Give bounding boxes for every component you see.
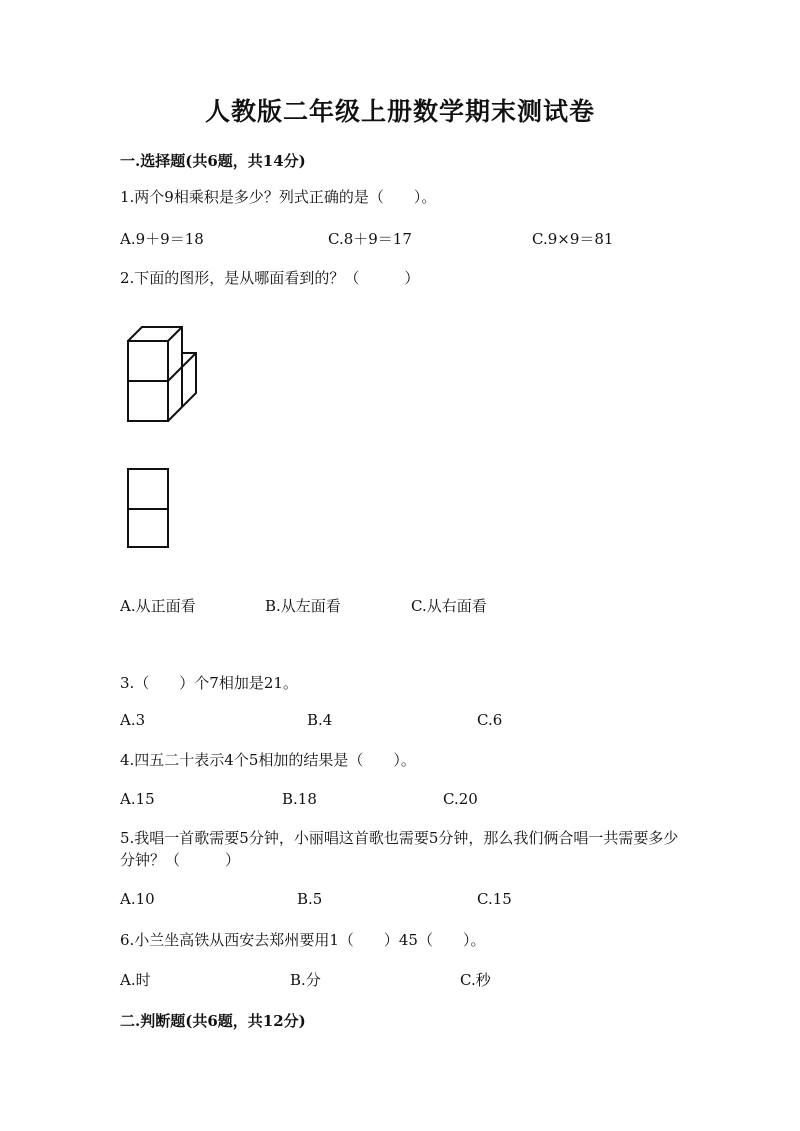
- section-heading-choice: 一.选择题(共6题，共14分): [120, 152, 306, 170]
- q3-option-b: B.4: [307, 711, 333, 729]
- q3-option-c: C.6: [477, 711, 503, 729]
- q1-option-b: C.8＋9＝17: [328, 230, 412, 248]
- q2-option-c: C.从右面看: [411, 597, 487, 615]
- question-5: 5.我唱一首歌需要5分钟，小丽唱这首歌也需要5分钟，那么我们俩合唱一共需要多少分钟？（ ）: [120, 829, 679, 869]
- section-heading-judgment: 二.判断题(共6题，共12分): [120, 1012, 306, 1030]
- view-figure: [120, 465, 180, 555]
- q4-option-b: B.18: [282, 790, 317, 808]
- question-3: 3.（ ）个7相加是21。: [120, 674, 298, 692]
- q5-option-c: C.15: [477, 890, 512, 908]
- q3-option-a: A.3: [120, 711, 146, 729]
- q5-option-a: A.10: [120, 890, 155, 908]
- q6-option-a: A.时: [120, 971, 151, 989]
- q6-option-b: B.分: [290, 971, 321, 989]
- q2-option-a: A.从正面看: [120, 597, 196, 615]
- question-6: 6.小兰坐高铁从西安去郑州要用1（ ）45（ ）。: [120, 931, 486, 949]
- q5-option-b: B.5: [297, 890, 323, 908]
- q6-option-c: C.秒: [460, 971, 491, 989]
- q1-option-c: C.9×9＝81: [532, 230, 614, 248]
- question-2: 2.下面的图形，是从哪面看到的？（ ）: [120, 269, 420, 287]
- cube-stack-figure: [120, 320, 210, 430]
- q2-option-b: B.从左面看: [265, 597, 341, 615]
- q4-option-c: C.20: [443, 790, 478, 808]
- question-4: 4.四五二十表示4个5相加的结果是（ ）。: [120, 751, 416, 769]
- page-title: 人教版二年级上册数学期末测试卷: [204, 97, 595, 126]
- q4-option-a: A.15: [120, 790, 155, 808]
- q1-option-a: A.9＋9＝18: [120, 230, 204, 248]
- question-1: 1.两个9相乘积是多少？列式正确的是（ ）。: [120, 188, 437, 206]
